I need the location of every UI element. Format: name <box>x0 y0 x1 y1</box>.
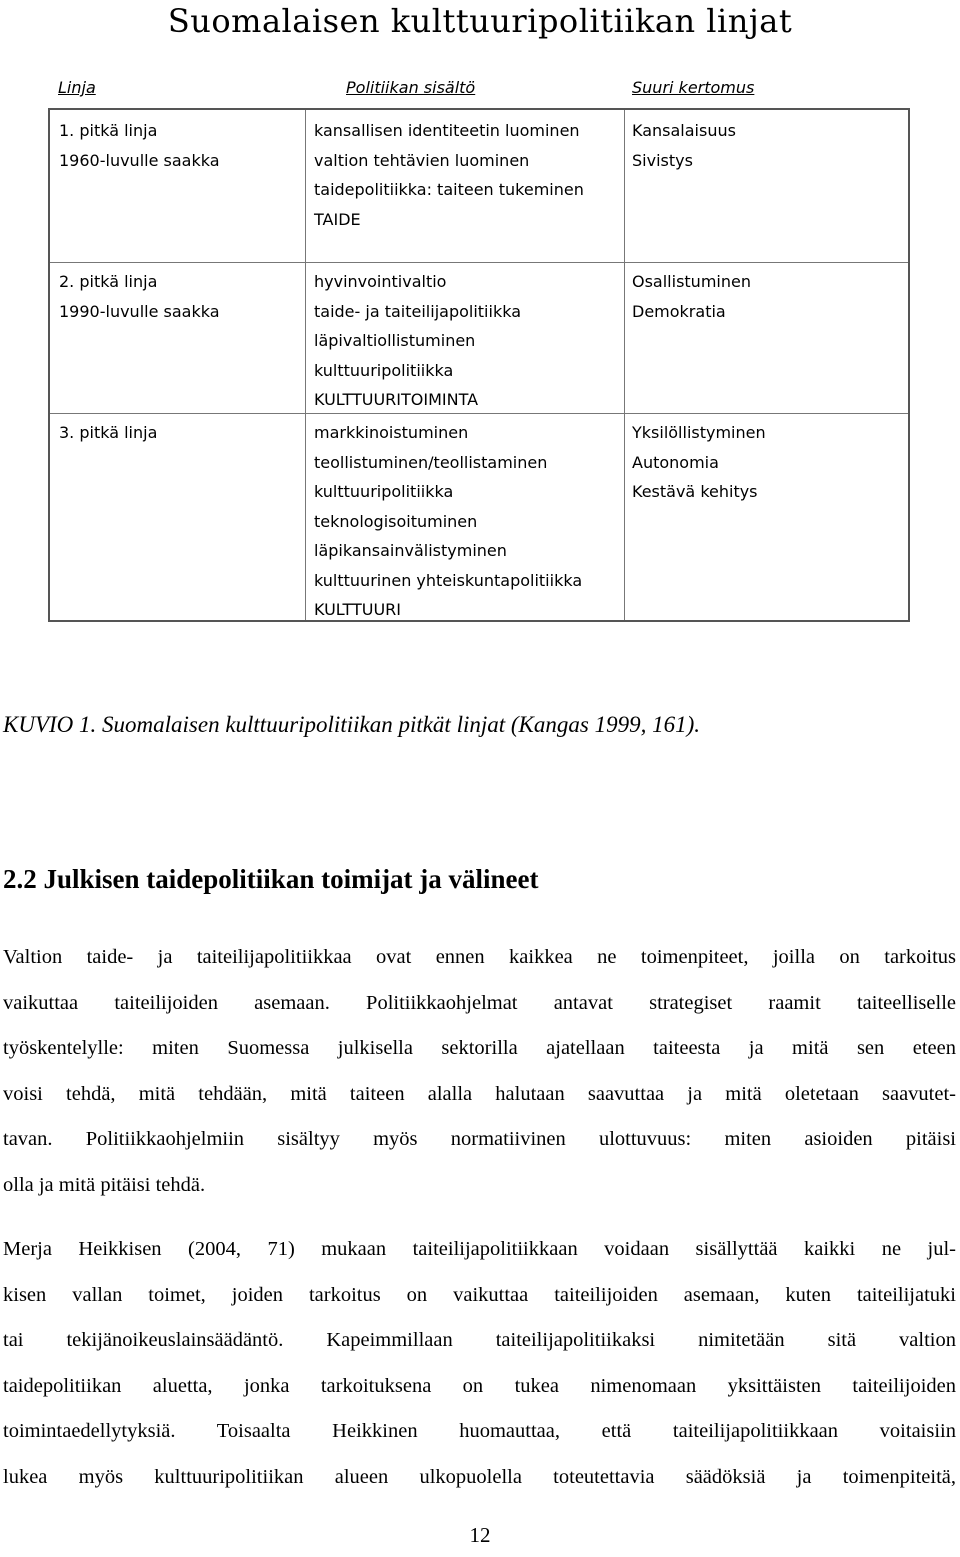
cell-line: Sivistys <box>632 150 693 170</box>
text-line: Valtion taide- ja taiteilijapolitiikkaa ovat ennen kaikkea ne toimenpiteet, joilla on tarkoitus <box>3 946 956 968</box>
cell-line: Autonomia <box>632 452 719 472</box>
cell-line: 2. pitkä linja <box>59 272 158 291</box>
section-heading: 2.2 Julkisen taidepolitiikan toimijat ja välineet <box>3 864 539 894</box>
text-line: toimintaedellytyksiä. Toisaalta Heikkinen huomauttaa, että taiteilijapolitiikkaan voitaisiin <box>3 1420 956 1442</box>
column-header-suuri-kertomus: Suuri kertomus <box>632 78 755 97</box>
cell-line: Kansalaisuus <box>632 121 736 140</box>
cell-line: TAIDE <box>314 209 361 229</box>
figure-title: Suomalaisen kulttuuripolitiikan linjat <box>167 2 793 40</box>
figure-caption: KUVIO 1. Suomalaisen kulttuuripolitiikan pitkät linjat (Kangas 1999, 161). <box>3 712 700 737</box>
text-line: työskentelylle: miten Suomessa julkisella sektorilla ajatellaan taiteesta ja mitä sen eteen <box>3 1037 956 1059</box>
text-line: vaikuttaa taiteilijoiden asemaan. Politiikkaohjelmat antavat strategiset raamit taiteelliselle <box>3 991 956 1014</box>
text-line: lukea myös kulttuuripolitiikan alueen ulkopuolella toteutettavia säädöksiä ja toimenpiteitä, <box>3 1465 956 1488</box>
cell-line: KULTTUURITOIMINTA <box>314 390 479 409</box>
row1-linja-cell <box>59 116 220 175</box>
cell-line: läpivaltiollistuminen <box>314 331 476 350</box>
row2-sisalto-cell <box>314 267 521 415</box>
cell-line: KULTTUURI <box>314 600 402 619</box>
text-line: tavan. Politiikkaohjelmiin sisältyy myös normatiivinen ulottuvuus: miten asioiden pitäisi <box>3 1128 956 1150</box>
column-divider <box>305 110 306 620</box>
text-line: taidepolitiikan aluetta, jonka tarkoituksena on tukea nimenomaan yksittäisten taiteilijoiden <box>3 1374 956 1397</box>
row3-kertomus-cell <box>632 418 766 507</box>
cell-line: Yksilöllistyminen <box>632 423 766 442</box>
row-divider <box>50 262 908 263</box>
page-number: 12 <box>469 1523 491 1547</box>
cell-line: taidepolitiikka: taiteen tukeminen <box>314 180 584 199</box>
cell-line: teknologisoituminen <box>314 511 478 531</box>
row3-linja-cell <box>59 418 157 448</box>
row1-kertomus-cell <box>632 116 736 175</box>
cell-line: teollistuminen/teollistaminen <box>314 452 548 472</box>
cell-line: Osallistuminen <box>632 272 751 291</box>
column-header-politiikan-sisalto: Politiikan sisältö <box>346 78 476 97</box>
cell-line: hyvinvointivaltio <box>314 272 447 291</box>
row2-kertomus-cell <box>632 267 751 326</box>
cell-line: Demokratia <box>632 301 726 321</box>
cell-line: 1. pitkä linja <box>59 121 158 140</box>
paragraph <box>3 1227 956 1500</box>
column-divider <box>624 110 625 620</box>
cell-line: kulttuuripolitiikka <box>314 482 454 501</box>
figure-table <box>48 108 910 622</box>
cell-line: markkinoistuminen <box>314 423 469 442</box>
cell-line: taide- ja taiteilijapolitiikka <box>314 301 521 321</box>
cell-line: läpikansainvälistyminen <box>314 541 507 560</box>
cell-line: Kestävä kehitys <box>632 482 758 501</box>
cell-line: kulttuuripolitiikka <box>314 360 454 380</box>
cell-line: 3. pitkä linja <box>59 423 158 442</box>
cell-line: 1990-luvulle saakka <box>59 301 220 321</box>
row1-sisalto-cell <box>314 116 584 234</box>
text-line: Merja Heikkisen (2004, 71) mukaan taiteilijapolitiikkaan voidaan sisällyttää kaikki ne jul- <box>3 1238 956 1260</box>
text-line: tai tekijänoikeuslainsäädäntö. Kapeimmillaan taiteilijapolitiikaksi nimitetään sitä valtion <box>3 1329 956 1351</box>
cell-line: valtion tehtävien luominen <box>314 150 530 170</box>
cell-line: 1960-luvulle saakka <box>59 150 220 170</box>
text-line: olla ja mitä pitäisi tehdä. <box>3 1173 206 1196</box>
row3-sisalto-cell <box>314 418 582 625</box>
column-header-linja: Linja <box>58 78 96 97</box>
text-line: kisen vallan toimet, joiden tarkoitus on vaikuttaa taiteilijoiden asemaan, kuten taiteilijatuki <box>3 1283 956 1306</box>
row2-linja-cell <box>59 267 220 326</box>
cell-line: kansallisen identiteetin luominen <box>314 121 580 140</box>
paragraph <box>3 935 956 1208</box>
cell-line: kulttuurinen yhteiskuntapolitiikka <box>314 570 583 590</box>
text-line: voisi tehdä, mitä tehdään, mitä taiteen alalla halutaan saavuttaa ja mitä oletetaan saavutet- <box>3 1082 956 1105</box>
